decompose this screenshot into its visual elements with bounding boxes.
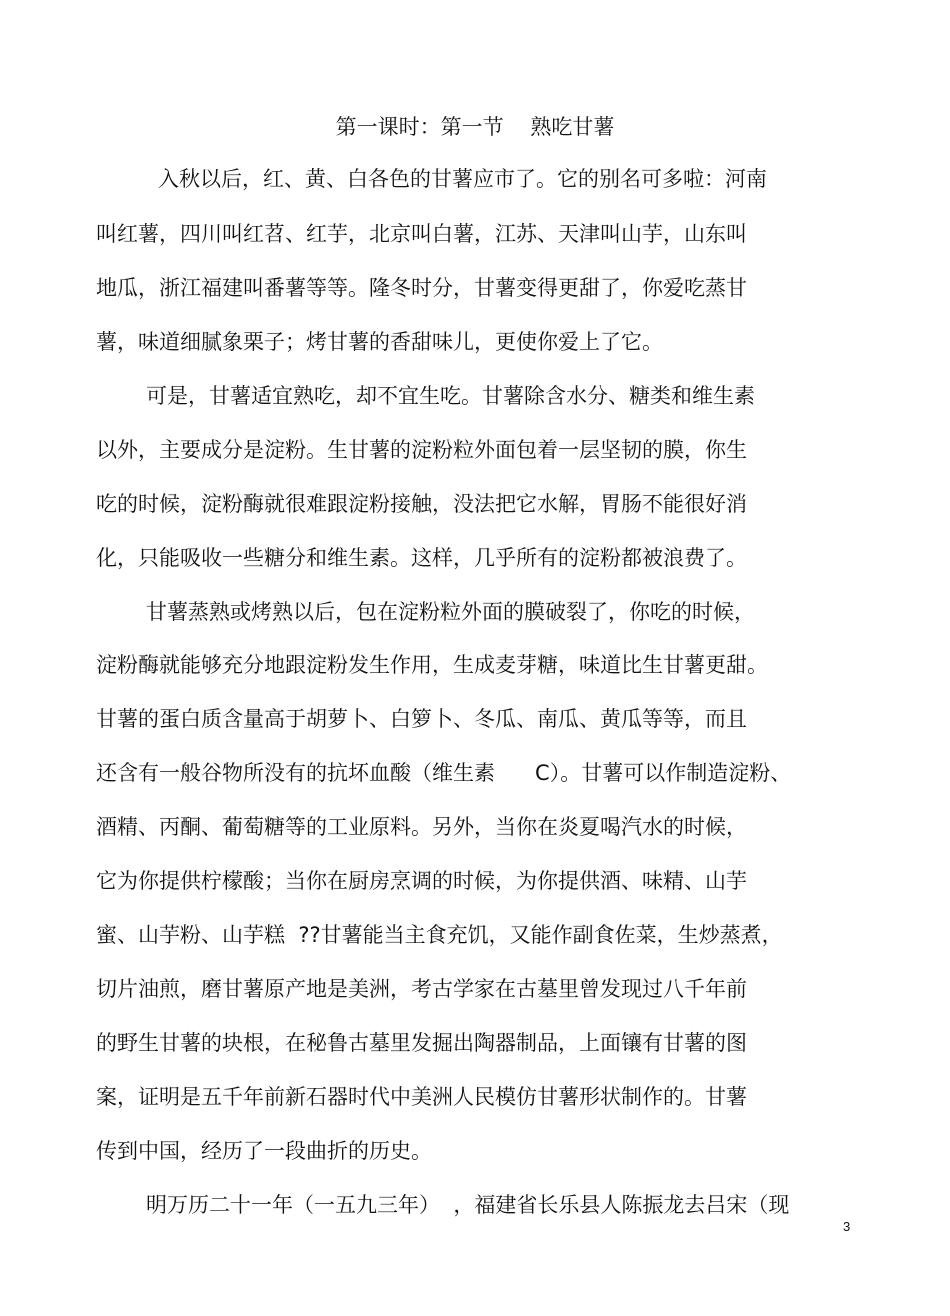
paragraph-line: 以外，主要成分是淀粉。生甘薯的淀粉粒外面包着一层坚韧的膜，你生: [96, 438, 747, 462]
paragraph-line: 还含有一般谷物所没有的抗坏血酸（维生素 C）。甘薯可以作制造淀粉、: [96, 761, 792, 785]
paragraph-line: 它为你提供柠檬酸；当你在厨房烹调的时候，为你提供酒、味精、山芋: [96, 869, 747, 893]
paragraph-line: 明万历二十一年（一五九三年） ，福建省长乐县人陈振龙去吕宋（现: [146, 1193, 790, 1217]
paragraph-line: 酒精、丙酮、葡萄糖等的工业原料。另外，当你在炎夏喝汽水的时候，: [96, 815, 747, 839]
paragraph-line: 吃的时候，淀粉酶就很难跟淀粉接触，没法把它水解，胃肠不能很好消: [96, 492, 747, 516]
paragraph-line: 可是，甘薯适宜熟吃，却不宜生吃。甘薯除含水分、糖类和维生素: [146, 384, 755, 408]
page-number: 3: [843, 1219, 851, 1234]
paragraph-line: 切片油煎，磨甘薯原产地是美洲，考古学家在古墓里曾发现过八千年前: [96, 977, 747, 1001]
page-title: 第一课时：第一节 熟吃甘薯: [335, 115, 615, 139]
paragraph-line: 案，证明是五千年前新石器时代中美洲人民模仿甘薯形状制作的。甘薯: [96, 1085, 747, 1109]
paragraph-line: 地瓜，浙江福建叫番薯等等。隆冬时分，甘薯变得更甜了，你爱吃蒸甘: [96, 276, 747, 300]
paragraph-line: 淀粉酶就能够充分地跟淀粉发生作用，生成麦芽糖，味道比生甘薯更甜。: [96, 653, 768, 677]
paragraph-line: 蜜、山芋粉、山芋糕 ??甘薯能当主食充饥，又能作副食佐菜，生炒蒸煮，: [96, 923, 783, 947]
paragraph-line: 薯，味道细腻象栗子；烤甘薯的香甜味儿，更使你爱上了它。: [96, 330, 663, 354]
paragraph-line: 的野生甘薯的块根，在秘鲁古墓里发掘出陶器制品，上面镶有甘薯的图: [96, 1031, 747, 1055]
paragraph-line: 甘薯的蛋白质含量高于胡萝卜、白箩卜、冬瓜、南瓜、黄瓜等等，而且: [96, 707, 747, 731]
paragraph-line: 传到中国，经历了一段曲折的历史。: [96, 1139, 432, 1163]
paragraph-line: 叫红薯，四川叫红苕、红芋，北京叫白薯，江苏、天津叫山芋，山东叫: [96, 222, 747, 246]
paragraph-line: 甘薯蒸熟或烤熟以后，包在淀粉粒外面的膜破裂了，你吃的时候，: [146, 600, 755, 624]
paragraph-line: 入秋以后，红、黄、白各色的甘薯应市了。它的别名可多啦：河南: [158, 167, 767, 191]
paragraph-line: 化，只能吸收一些糖分和维生素。这样，几乎所有的淀粉都被浪费了。: [96, 546, 747, 570]
